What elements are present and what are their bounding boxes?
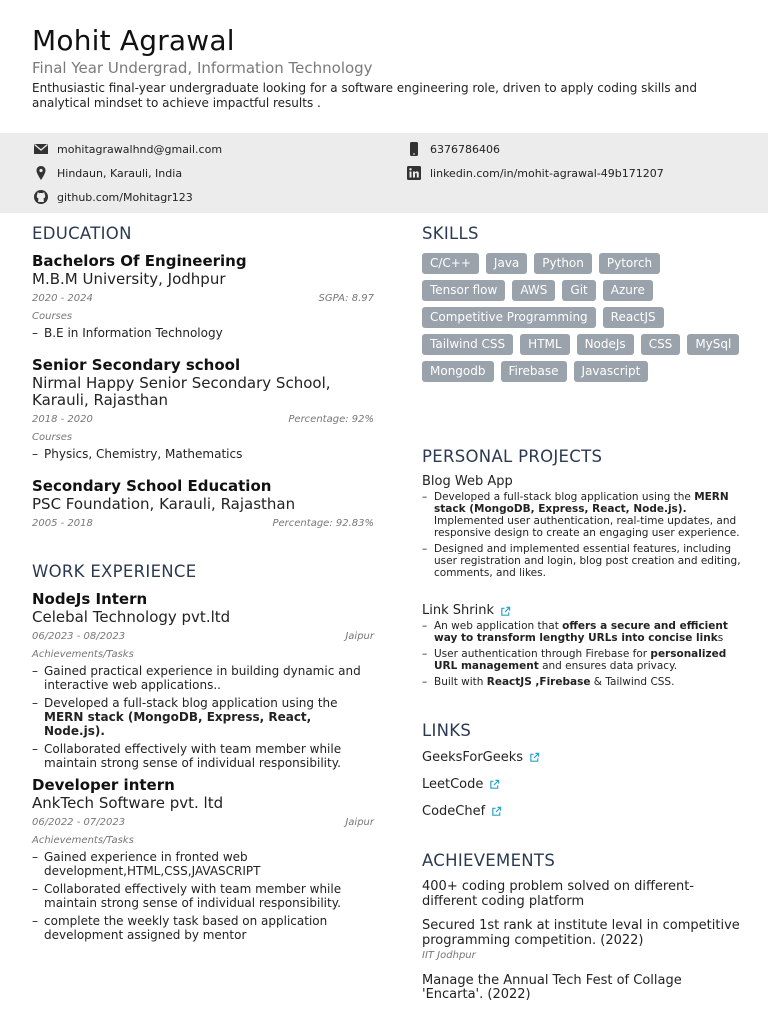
- education-degree: Bachelors Of Engineering: [32, 252, 247, 270]
- links-heading: LINKS: [422, 721, 472, 740]
- location-contact: [33, 165, 182, 181]
- tasks-list: [32, 850, 374, 942]
- skill-chip: Firebase: [501, 361, 567, 382]
- project-bullet-text: Implemented user authentication, real-time updates, and responsive design to create an engaging user experience.: [434, 515, 740, 539]
- skills-heading: SKILLS: [422, 224, 479, 243]
- achievements-heading: ACHIEVEMENTS: [422, 851, 556, 870]
- skill-chip: MySql: [687, 334, 739, 355]
- education-score: SGPA: 8.97: [318, 293, 374, 304]
- education-dates: 2005 - 2018: [32, 518, 93, 529]
- work-entry: [32, 589, 374, 774]
- email-text: mohitagrawalhnd@gmail.com: [57, 142, 223, 156]
- achievement-text: Secured 1st rank at institute leval in competitive programming competition. (2022): [422, 918, 740, 948]
- email-contact[interactable]: [33, 141, 222, 157]
- work-meta: [32, 817, 374, 829]
- project-bullet-text: Built with: [434, 676, 487, 688]
- courses-label: Courses: [32, 432, 73, 443]
- github-contact[interactable]: [33, 189, 193, 205]
- github-text: github.com/Mohitagr123: [57, 190, 193, 204]
- task-text: Developed a full-stack blog application using the: [44, 696, 338, 710]
- skill-chip: HTML: [520, 334, 569, 355]
- summary-text: Enthusiastic final-year undergraduate looking for a software engineering role, driven to apply coding skills and analytical mindset to achieve impactful results .: [32, 81, 698, 110]
- phone-icon: [406, 141, 422, 157]
- achievement-item: [422, 880, 740, 909]
- email-icon: [33, 141, 49, 157]
- project-bullets: [422, 491, 742, 579]
- linkedin-text: linkedin.com/in/mohit-agrawal-49b171207: [430, 166, 664, 180]
- education-meta: [32, 518, 374, 530]
- contact-band: [0, 133, 768, 213]
- task-item: – Collaborated effectively with team member while maintain strong sense of individual responsibility.: [32, 882, 374, 910]
- work-company: Celebal Technology pvt.ltd: [32, 608, 231, 626]
- education-entry: [32, 251, 374, 344]
- work-experience-heading: WORK EXPERIENCE: [32, 562, 197, 581]
- skill-chip: Pytorch: [599, 253, 660, 274]
- project-bullet-bold: personalized URL management: [434, 648, 727, 672]
- task-item: – Collaborated effectively with team member while maintain strong sense of individual responsibility.: [32, 742, 374, 770]
- candidate-name: Mohit Agrawal: [32, 24, 235, 57]
- skill-chip: Competitive Programming: [422, 307, 596, 328]
- courses-list: [32, 447, 374, 461]
- courses-label: Courses: [32, 311, 73, 322]
- education-school: M.B.M University, Jodhpur: [32, 270, 226, 288]
- education-entry: [32, 476, 374, 530]
- achievement-subtext: IIT Jodhpur: [422, 950, 476, 961]
- task-item: – Gained practical experience in building dynamic and interactive web applications..: [32, 664, 374, 692]
- achievement-item: [422, 974, 740, 1003]
- external-link-icon: [491, 806, 502, 817]
- project-bullet: – Designed and implemented essential features, including user registration and login, blog post creation and editing, comments, and likes.: [422, 543, 742, 579]
- skill-chip: ReactJS: [603, 307, 664, 328]
- work-location: Jaipur: [345, 817, 374, 828]
- link-label: GeeksForGeeks: [422, 749, 524, 765]
- skill-chip: CSS: [641, 334, 681, 355]
- project-bullet-bold: offers a secure and efficient way to transform lengthy URLs into concise link: [434, 620, 728, 644]
- project-bullet-bold: MERN stack (MongoDB, Express, React, Node.js).: [434, 491, 729, 515]
- project-bullet: [422, 676, 742, 688]
- education-score: Percentage: 92.83%: [272, 518, 374, 529]
- task-bold-text: MERN stack (MongoDB, Express, React, Node.js).: [44, 710, 312, 738]
- work-company: AnkTech Software pvt. ltd: [32, 794, 224, 812]
- project-title: Blog Web App: [422, 474, 513, 489]
- education-degree: Senior Secondary school: [32, 356, 241, 374]
- skill-chip: AWS: [512, 280, 555, 301]
- work-dates: 06/2022 - 07/2023: [32, 817, 126, 828]
- resume-header: [32, 24, 732, 110]
- skill-chip: Java: [486, 253, 527, 274]
- achievement-item: [422, 919, 740, 964]
- project-bullet-text: Developed a full-stack blog application using the: [434, 491, 695, 503]
- candidate-subtitle: Final Year Undergrad, Information Technology: [32, 59, 373, 77]
- education-degree: Secondary School Education: [32, 477, 272, 495]
- education-school: Nirmal Happy Senior Secondary School, Karauli, Rajasthan: [32, 374, 331, 409]
- education-dates: 2020 - 2024: [32, 293, 93, 304]
- achievements-list: [422, 880, 740, 1013]
- work-dates: 06/2023 - 08/2023: [32, 631, 126, 642]
- course-item: – B.E in Information Technology: [32, 326, 374, 340]
- external-link-icon: [489, 779, 500, 790]
- skill-chip: Mongodb: [422, 361, 494, 382]
- link-leetcode[interactable]: [422, 775, 742, 793]
- education-score: Percentage: 92%: [288, 414, 374, 425]
- projects-heading: PERSONAL PROJECTS: [422, 447, 603, 466]
- achievement-text: 400+ coding problem solved on different- different coding platform: [422, 879, 694, 909]
- education-dates: 2018 - 2020: [32, 414, 93, 425]
- work-entry: [32, 775, 374, 946]
- location-text: Hindaun, Karauli, India: [57, 166, 183, 180]
- skill-chip: C/C++: [422, 253, 479, 274]
- project-bullet-text: & Tailwind CSS.: [590, 676, 675, 688]
- education-heading: EDUCATION: [32, 224, 132, 243]
- link-codechef[interactable]: [422, 802, 742, 820]
- links-list: [422, 748, 742, 829]
- skill-chip: Git: [562, 280, 595, 301]
- education-entry: [32, 355, 374, 465]
- skill-chip: Azure: [603, 280, 653, 301]
- skill-chip: Python: [534, 253, 592, 274]
- external-link-icon: [529, 752, 540, 763]
- skill-chip: NodeJs: [577, 334, 634, 355]
- project-bullet: [422, 648, 742, 672]
- github-icon: [33, 189, 49, 205]
- task-item: [32, 696, 374, 738]
- project-bullet-text: s: [717, 632, 724, 644]
- project-bullet: [422, 491, 742, 539]
- linkedin-contact[interactable]: [406, 165, 664, 181]
- tasks-label: Achievements/Tasks: [32, 649, 134, 660]
- project-link-shrink: [422, 603, 742, 692]
- project-title-row[interactable]: [422, 603, 742, 619]
- education-school: PSC Foundation, Karauli, Rajasthan: [32, 495, 296, 513]
- education-meta: [32, 293, 374, 305]
- link-label: LeetCode: [422, 776, 484, 792]
- skill-chip: Javascript: [574, 361, 649, 382]
- project-blog: [422, 474, 742, 583]
- project-bullet-text: User authentication through Firebase for: [434, 648, 651, 660]
- phone-contact[interactable]: [406, 141, 500, 157]
- project-bullet: [422, 620, 742, 644]
- work-meta: [32, 631, 374, 643]
- course-item: – Physics, Chemistry, Mathematics: [32, 447, 374, 461]
- skill-chip: Tailwind CSS: [422, 334, 513, 355]
- work-role: Developer intern: [32, 776, 175, 794]
- phone-text: 6376786406: [430, 142, 500, 156]
- link-label: CodeChef: [422, 803, 486, 819]
- linkedin-icon: [406, 165, 422, 181]
- project-title: Link Shrink: [422, 603, 494, 618]
- project-bullets: [422, 620, 742, 688]
- external-link-icon[interactable]: [500, 606, 511, 617]
- project-bullet-bold: ReactJS ,Firebase: [486, 676, 591, 688]
- work-location: Jaipur: [345, 631, 374, 642]
- skills-chips: [422, 253, 752, 388]
- task-item: – complete the weekly task based on application development assigned by mentor: [32, 914, 374, 942]
- tasks-list: [32, 664, 374, 770]
- courses-list: [32, 326, 374, 340]
- skill-chip: Tensor flow: [422, 280, 505, 301]
- project-bullet-text: An web application that: [434, 620, 563, 632]
- tasks-label: Achievements/Tasks: [32, 835, 134, 846]
- task-item: – Gained experience in fronted web development,HTML,CSS,JAVASCRIPT: [32, 850, 374, 878]
- location-pin-icon: [33, 165, 49, 181]
- work-role: NodeJs Intern: [32, 590, 148, 608]
- link-geeksforgeeks[interactable]: [422, 748, 742, 766]
- education-meta: [32, 414, 374, 426]
- project-bullet-text: and ensures data privacy.: [538, 660, 678, 672]
- achievement-text: Manage the Annual Tech Fest of Collage 'Encarta'. (2022): [422, 972, 682, 1002]
